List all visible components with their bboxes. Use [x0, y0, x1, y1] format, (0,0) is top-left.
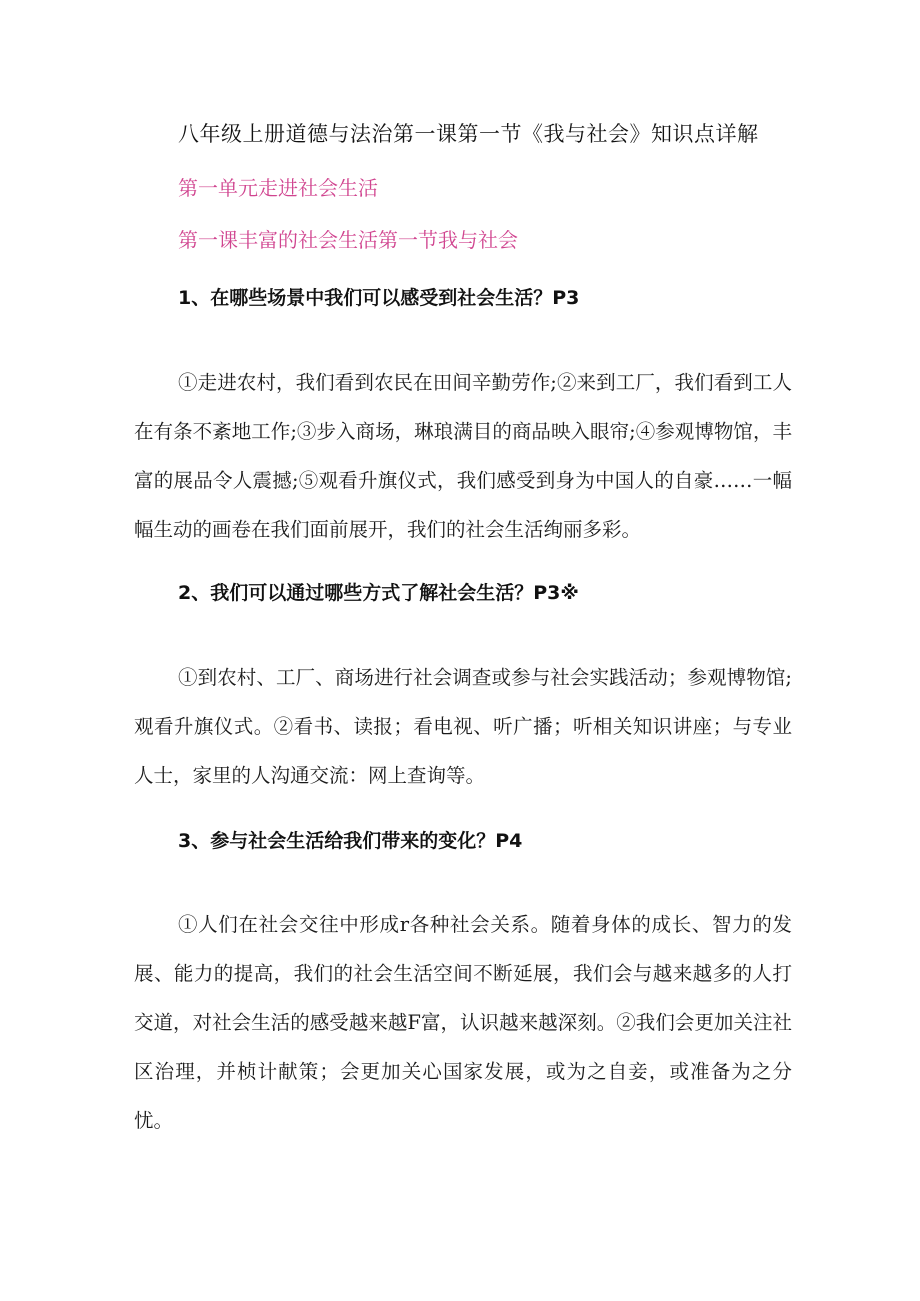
document-title: 八年级上册道德与法治第一课第一节《我与社会》知识点详解	[178, 122, 759, 146]
answer-2: ①到农村、工厂、商场进行社会调查或参与社会实践活动；参观博物馆;观看升旗仪式。②看书、读报；看电视、听广播；听相关知识讲座；与专业人士，家里的人沟通交流：网上查询等。	[134, 666, 792, 787]
answer-1: ①走进农村，我们看到农民在田间辛勤劳作;②来到工厂，我们看到工人在有条不紊地工作;③步入商场，琳琅满目的商品映入眼帘;④参观博物馆，丰富的展品令人震撼;⑤观看升旗仪式，我们感受到身为中国人的自豪……一幅幅生动的画卷在我们面前展开，我们的社会生活绚丽多彩。	[134, 371, 792, 541]
unit-heading: 第一单元走进社会生活	[178, 176, 378, 200]
lesson-heading: 第一课丰富的社会生活第一节我与社会	[178, 228, 518, 252]
question-1: 1、在哪些场景中我们可以感受到社会生活？P3	[178, 287, 580, 309]
answer-3: ①人们在社会交往中形成r各种社会关系。随着身体的成长、智力的发展、能力的提高，我们的社会生活空间不断延展，我们会与越来越多的人打交道，对社会生活的感受越来越F富，认识越来越深刻。②我们会更加关注社区治理，并桢计献策；会更加关心国家发展，或为之自妾，或准备为之分忧。	[134, 913, 792, 1132]
question-3: 3、参与社会生活给我们带来的变化？P4	[178, 830, 523, 852]
question-2: 2、我们可以通过哪些方式了解社会生活？P3※	[178, 582, 579, 604]
